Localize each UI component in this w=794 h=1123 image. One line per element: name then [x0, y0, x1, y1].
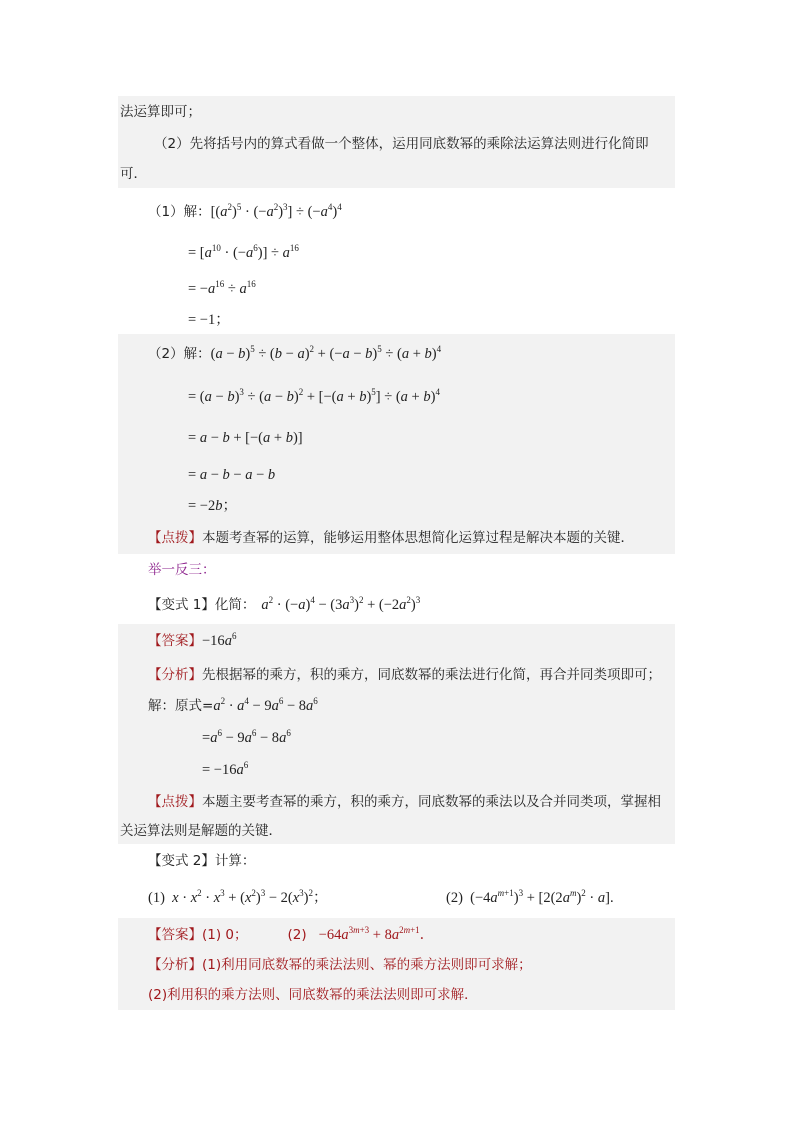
answer-line: [148, 925, 434, 945]
solution-1-line-4: = −1；: [188, 312, 230, 328]
math-expr: $(a - b)^5 \div (b - a)^2 + (-a - b)^5 \div (a + b)^4$: [210, 344, 442, 362]
answer-tag: 【答案】: [148, 633, 202, 649]
solution-2-line-3: = a − b + [−(a + b)]: [188, 430, 303, 446]
solution-1-line-1: [148, 202, 342, 222]
solution-2-line-5: = −2b；: [188, 498, 237, 514]
math-expr: $[(a^2)^5 \cdot (-a^2)^3] \div (-a^4)^4$: [210, 202, 342, 220]
variant-tag: 【变式 2】: [148, 853, 215, 869]
variant-2-problem-2: (2) $(-4a^{m+1})^3 + [2(2a^m)^2 \cdot a]$.: [446, 888, 614, 906]
answer-tag: 【答案】: [148, 927, 202, 943]
math-expr: $a^2 \cdot a^4 - 9a^6 - 8a^6$: [213, 696, 318, 714]
variant-tag: 【变式 1】: [148, 597, 215, 613]
variant-2-line: [148, 851, 255, 871]
solution-2-block: [118, 334, 675, 554]
dianbo-tag: 【点拨】: [148, 530, 202, 546]
solution-v1-line-2: $=a^6 - 9a^6 - 8a^6$: [202, 728, 291, 746]
variant-text: 化简：: [214, 597, 256, 613]
math-expr: $-64a^{3m+3} + 8a^{2m+1}$．: [318, 925, 435, 943]
variant-1-line: [148, 595, 420, 615]
solution-2-line-2: = $(a - b)^3 \div (a - b)^2 + [-(a + b)^5] \div (a + b)^4$: [188, 387, 440, 405]
section-heading: 举一反三：: [148, 562, 216, 578]
fenxi-text: 先根据幂的乘方，积的乘方，同底数幂的乘法进行化简，再合并同类项即可；: [202, 667, 661, 683]
dianbo-line: [148, 528, 634, 548]
dianbo-text: 本题主要考查幂的乘方，积的乘方，同底数幂的乘法以及合并同类项，掌握相: [202, 794, 661, 810]
variant-2-problem-1: (1) $x \cdot x^2 \cdot x^3 + (x^2)^3 - 2(x^3)^2$；: [148, 888, 328, 906]
solution-1-line-3: = $-a^{16} \div a^{16}$: [188, 279, 256, 297]
solution-label: 解：原式=: [148, 698, 214, 714]
dianbo-tag: 【点拨】: [148, 794, 202, 810]
dianbo-line-cont: 关运算法则是解题的关键．: [120, 823, 282, 839]
solution-v1-line-1: [148, 696, 318, 716]
text-line: 法运算即可；: [120, 104, 201, 120]
solution-1-line-2: = $[a^{10} \cdot (-a^6)] \div a^{16}$: [188, 243, 299, 261]
solution-2-line-4: = a − b − a − b: [188, 467, 276, 483]
variant-2-answer-block: [118, 918, 675, 1010]
dianbo-text: 本题考查幂的运算，能够运用整体思想简化运算过程是解决本题的关键．: [202, 530, 634, 546]
fenxi-tag: 【分析】: [148, 667, 202, 683]
fenxi-line-cont: (2)利用积的乘方法则、同底数幂的乘法法则即可求解．: [148, 987, 478, 1003]
solution-1-block: [118, 188, 675, 334]
variant-text: 计算：: [214, 853, 256, 869]
analysis-block: [118, 96, 675, 188]
fenxi-tag: 【分析】: [148, 957, 202, 973]
text-line: 可．: [120, 166, 147, 182]
fenxi-line: [148, 955, 532, 975]
answer-part-1: (1) 0；: [202, 927, 248, 943]
fenxi-line: [148, 665, 661, 685]
answer-part-2-label: (2): [287, 927, 307, 943]
variant-1-answer-block: [118, 624, 675, 844]
solution-v1-line-3: = $-16a^6$: [202, 760, 249, 778]
fenxi-text: (1)利用同底数幂的乘法法则、幂的乘方法则即可求解；: [202, 957, 532, 973]
solution-label: （1）解：: [148, 204, 211, 220]
solution-label: （2）解：: [148, 346, 211, 362]
math-expr: $a^2 \cdot (-a)^4 - (3a^3)^2 + (-2a^2)^3$: [261, 595, 421, 613]
solution-2-line-1: [148, 344, 441, 364]
dianbo-line: [148, 792, 661, 812]
answer-line: [148, 631, 236, 651]
math-expr: $-16a^6$: [202, 631, 237, 649]
text-line: （2）先将括号内的算式看做一个整体，运用同底数幂的乘除法运算法则进行化简即: [154, 136, 649, 152]
